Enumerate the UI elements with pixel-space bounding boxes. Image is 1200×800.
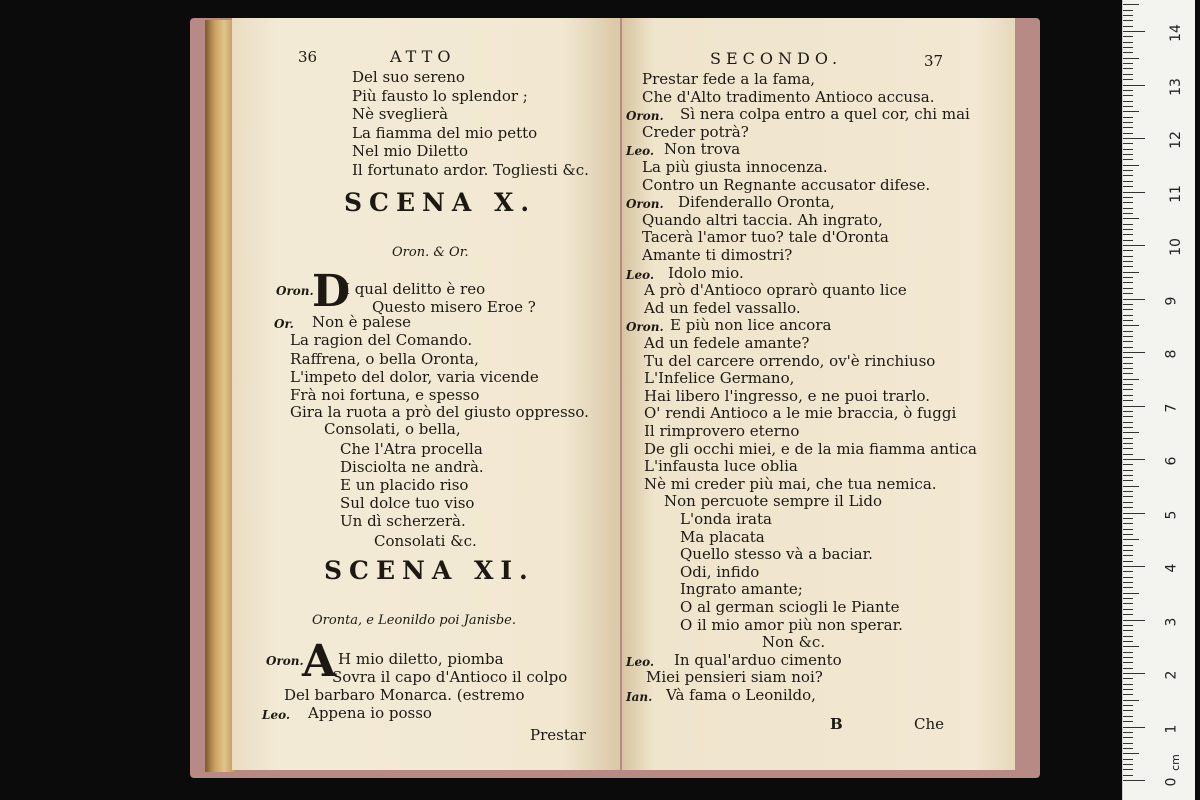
speaker-label: Oron. <box>626 197 664 212</box>
left-page <box>232 18 620 770</box>
ruler-tick <box>1123 165 1139 166</box>
ruler-tick <box>1123 357 1133 358</box>
ruler-tick <box>1123 368 1133 369</box>
speaker-label: Oron. <box>626 320 664 335</box>
ruler-tick <box>1123 192 1145 193</box>
ruler-tick <box>1123 341 1133 342</box>
ruler-tick <box>1123 625 1133 626</box>
ruler-tick <box>1123 379 1139 380</box>
ruler-tick <box>1123 646 1139 647</box>
speaker-label: Leo. <box>626 144 655 159</box>
dialogue-line: Nè mi creder più mai, che tua nemica. <box>644 474 937 493</box>
ruler-tick <box>1123 673 1145 674</box>
ruler-tick <box>1123 95 1133 96</box>
dialogue-line: Non &c. <box>762 633 826 652</box>
dialogue-line: Del barbaro Monarca. (estremo <box>284 686 525 704</box>
ruler-tick <box>1123 518 1133 519</box>
dialogue-line: O il mio amor più non sperar. <box>680 615 903 634</box>
ruler-tick <box>1123 293 1133 294</box>
dialogue-line: Ad un fedel vassallo. <box>644 298 801 317</box>
dialogue-line: O al german sciogli le Piante <box>680 598 900 616</box>
ruler-tick <box>1123 545 1133 546</box>
scene-title: SCENA X. <box>344 188 537 217</box>
ruler-tick <box>1123 694 1133 695</box>
verse-line: Il fortunato ardor. Togliesti &c. <box>352 160 589 179</box>
ruler-tick <box>1123 224 1133 225</box>
verse-line: Più fausto lo splendor ; <box>352 86 528 105</box>
page-number-right: 37 <box>924 52 944 70</box>
ruler-tick <box>1123 261 1133 262</box>
ruler-number: 8 <box>1163 349 1180 359</box>
ruler-tick <box>1123 373 1133 374</box>
ruler-tick <box>1123 427 1133 428</box>
speaker-label: Or. <box>274 317 294 331</box>
dialogue-line: Ma placata <box>680 527 765 546</box>
dialogue-line: H mio diletto, piomba <box>338 650 504 668</box>
ruler-tick <box>1123 769 1133 770</box>
ruler-tick <box>1123 448 1133 449</box>
ruler-tick <box>1123 170 1133 171</box>
speaker-label: Oron. <box>626 109 664 124</box>
ruler-tick <box>1123 641 1133 642</box>
speaker-label: Oron. <box>266 654 304 668</box>
ruler-tick <box>1123 363 1133 364</box>
ruler-tick <box>1123 748 1133 749</box>
right-page <box>622 18 1015 770</box>
ruler-tick <box>1123 20 1133 21</box>
speaker-label: Leo. <box>626 267 655 282</box>
ruler-tick <box>1123 143 1133 144</box>
ruler-tick <box>1123 26 1133 27</box>
ruler-number: 5 <box>1163 510 1180 519</box>
dialogue-line: Tacerà l'amor tuo? tale d'Oronta <box>642 228 889 247</box>
scene-characters: Oronta, e Leonildo poi Janisbe. <box>312 613 517 628</box>
ruler-tick <box>1123 416 1133 417</box>
ruler-tick <box>1123 58 1139 59</box>
dialogue-line: Sovra il capo d'Antioco il colpo <box>332 668 568 686</box>
ruler-tick <box>1123 480 1133 481</box>
ruler-tick <box>1123 464 1133 465</box>
ruler-tick <box>1123 534 1133 535</box>
ruler-tick <box>1123 10 1133 11</box>
ruler-tick <box>1123 593 1139 594</box>
ruler-tick <box>1123 764 1133 765</box>
dialogue-line: Disciolta ne andrà. <box>340 458 484 476</box>
ruler-number: 14 <box>1167 24 1184 42</box>
running-head-left: ATTO <box>390 47 456 66</box>
ruler-tick <box>1123 507 1133 508</box>
dialogue-line: Hai libero l'ingresso, e ne puoi trarlo. <box>644 386 931 405</box>
dialogue-line: Idolo mio. <box>668 263 744 282</box>
scene-characters: Oron. & Or. <box>392 245 469 260</box>
ruler-tick <box>1123 620 1145 621</box>
ruler-tick <box>1123 459 1145 460</box>
ruler-tick <box>1123 31 1145 32</box>
ruler-tick <box>1123 4 1139 5</box>
dialogue-line: Quello stesso và a baciar. <box>680 545 873 564</box>
dialogue-line: Sul dolce tuo viso <box>340 494 475 512</box>
dialogue-line: Creder potrà? <box>642 122 749 141</box>
dialogue-line: L'impeto del dolor, varia vicende <box>290 368 539 386</box>
ruler-tick <box>1123 149 1133 150</box>
dialogue-line: Il rimprovero eterno <box>644 422 800 440</box>
ruler-number: 9 <box>1163 296 1180 305</box>
dialogue-line: Consolati, o bella, <box>324 420 461 438</box>
ruler-tick <box>1123 577 1133 578</box>
ruler-tick <box>1123 36 1133 37</box>
ruler-tick <box>1123 710 1133 711</box>
ruler-tick <box>1123 122 1133 123</box>
dialogue-line: Questo misero Eroe ? <box>372 298 536 316</box>
measuring-ruler <box>1122 0 1195 800</box>
ruler-tick <box>1123 550 1133 551</box>
dialogue-line: Ingrato amante; <box>680 580 803 599</box>
ruler-number: 4 <box>1163 563 1180 573</box>
ruler-tick <box>1123 523 1133 524</box>
verse-line: La fiamma del mio petto <box>352 123 538 142</box>
dialogue-line: Ad un fedele amante? <box>644 334 810 352</box>
ruler-tick <box>1123 181 1133 182</box>
dialogue-line: Frà noi fortuna, e spesso <box>290 386 480 404</box>
dialogue-line: I qual delitto è reo <box>344 280 486 298</box>
ruler-tick <box>1123 668 1133 669</box>
ruler-tick <box>1123 657 1133 658</box>
ruler-tick <box>1123 47 1133 48</box>
ruler-tick <box>1123 127 1133 128</box>
ruler-tick <box>1123 491 1133 492</box>
ruler-tick <box>1123 411 1133 412</box>
ruler-tick <box>1123 700 1139 701</box>
ruler-tick <box>1123 678 1133 679</box>
ruler-tick <box>1123 662 1133 663</box>
ruler-tick <box>1123 609 1133 610</box>
ruler-tick <box>1123 513 1145 514</box>
ruler-tick <box>1123 213 1133 214</box>
dialogue-line: A prò d'Antioco oprarò quanto lice <box>644 281 907 300</box>
dialogue-line: E più non lice ancora <box>670 316 832 335</box>
signature-mark: B <box>830 715 843 733</box>
ruler-tick <box>1123 652 1133 653</box>
dialogue-line: Non è palese <box>312 313 412 331</box>
verse-line: Del suo sereno <box>352 68 465 86</box>
ruler-tick <box>1123 245 1145 246</box>
drop-cap: D <box>312 266 351 317</box>
dialogue-line: Amante ti dimostri? <box>642 246 793 264</box>
ruler-number: 12 <box>1167 131 1184 149</box>
dialogue-line: Che l'Atra procella <box>340 440 483 458</box>
ruler-tick <box>1123 320 1133 321</box>
ruler-tick <box>1123 315 1133 316</box>
ruler-tick <box>1123 614 1133 615</box>
ruler-tick <box>1123 443 1133 444</box>
ruler-number: 10 <box>1167 238 1184 256</box>
scene-title: SCENA XI. <box>324 556 535 585</box>
ruler-tick <box>1123 202 1133 203</box>
ruler-number: 2 <box>1163 670 1180 680</box>
ruler-tick <box>1123 256 1133 257</box>
ruler-tick <box>1123 288 1133 289</box>
ruler-number: 7 <box>1163 403 1180 412</box>
ruler-number: 3 <box>1163 617 1180 626</box>
ruler-tick <box>1123 15 1133 16</box>
ruler-tick <box>1123 175 1133 176</box>
verse-line: Nel mio Diletto <box>352 142 468 160</box>
ruler-tick <box>1123 250 1133 251</box>
ruler-tick <box>1123 603 1133 604</box>
dialogue-line: Non trova <box>664 140 741 159</box>
dialogue-line: In qual'arduo cimento <box>674 650 842 669</box>
ruler-tick <box>1123 486 1139 487</box>
ruler-tick <box>1123 240 1133 241</box>
ruler-tick <box>1123 454 1133 455</box>
ruler-tick <box>1123 229 1133 230</box>
ruler-tick <box>1123 352 1145 353</box>
dialogue-line: Consolati &c. <box>374 532 477 550</box>
dialogue-line: L'Infelice Germano, <box>644 369 795 388</box>
ruler-tick <box>1123 636 1133 637</box>
ruler-tick <box>1123 561 1133 562</box>
dialogue-line: Che d'Alto tradimento Antioco accusa. <box>642 87 935 106</box>
ruler-tick <box>1123 159 1133 160</box>
catchword-right: Che <box>914 715 945 733</box>
dialogue-line: La ragion del Comando. <box>290 331 473 349</box>
ruler-tick <box>1123 689 1133 690</box>
ruler-tick <box>1123 208 1133 209</box>
ruler-tick <box>1123 90 1133 91</box>
ruler-tick <box>1123 74 1133 75</box>
dialogue-line: Non percuote sempre il Lido <box>664 492 882 511</box>
catchword-left: Prestar <box>530 726 586 744</box>
ruler-tick <box>1123 389 1133 390</box>
dialogue-line: E un placido riso <box>340 476 469 494</box>
ruler-tick <box>1123 684 1133 685</box>
dialogue-line: Difenderallo Oronta, <box>678 193 835 212</box>
dialogue-line: Prestar fede a la fama, <box>642 70 816 88</box>
ruler-tick <box>1123 775 1133 776</box>
ruler-tick <box>1123 85 1145 86</box>
ruler-tick <box>1123 716 1133 717</box>
ruler-tick <box>1123 732 1133 733</box>
dialogue-line: Miei pensieri siam noi? <box>646 668 823 687</box>
ruler-tick <box>1123 111 1139 112</box>
speaker-label: Oron. <box>276 284 314 298</box>
ruler-tick <box>1123 68 1133 69</box>
ruler-number: 13 <box>1167 77 1184 96</box>
ruler-tick <box>1123 384 1133 385</box>
ruler-tick <box>1123 234 1133 235</box>
verse-line: Nè sveglierà <box>352 105 449 123</box>
ruler-tick <box>1123 282 1133 283</box>
ruler-tick <box>1123 186 1133 187</box>
ruler-tick <box>1123 470 1133 471</box>
ruler-number: 11 <box>1167 184 1184 203</box>
ruler-unit: cm <box>1168 754 1182 771</box>
ruler-tick <box>1123 309 1133 310</box>
dialogue-line: La più giusta innocenza. <box>642 158 828 176</box>
dialogue-line: Odi, infido <box>680 562 760 581</box>
ruler-tick <box>1123 438 1133 439</box>
ruler-tick <box>1123 138 1145 139</box>
dialogue-line: Contro un Regnante accusator difese. <box>642 175 931 194</box>
dialogue-line: Gira la ruota a prò del giusto oppresso. <box>290 403 589 421</box>
ruler-tick <box>1123 566 1145 567</box>
ruler-tick <box>1123 422 1133 423</box>
dialogue-line: Sì nera colpa entro a quel cor, chi mai <box>680 105 970 124</box>
ruler-tick <box>1123 743 1133 744</box>
ruler-tick <box>1123 432 1139 433</box>
ruler-tick <box>1123 555 1133 556</box>
running-head-right: SECONDO. <box>710 49 843 68</box>
ruler-tick <box>1123 299 1145 300</box>
ruler-tick <box>1123 325 1139 326</box>
ruler-tick <box>1123 721 1133 722</box>
ruler-tick <box>1123 496 1133 497</box>
ruler-tick <box>1123 406 1145 407</box>
ruler-number: 1 <box>1163 724 1180 733</box>
ruler-tick <box>1123 336 1133 337</box>
ruler-tick <box>1123 266 1133 267</box>
speaker-label: Leo. <box>626 654 655 669</box>
page-number-left: 36 <box>298 48 318 66</box>
speaker-label: Ian. <box>626 690 653 704</box>
ruler-tick <box>1123 79 1133 80</box>
ruler-tick <box>1123 737 1133 738</box>
ruler-tick <box>1123 42 1133 43</box>
ruler-tick <box>1123 272 1139 273</box>
ruler-tick <box>1123 347 1133 348</box>
ruler-tick <box>1123 277 1133 278</box>
dialogue-line: Raffrena, o bella Oronta, <box>290 350 479 368</box>
ruler-tick <box>1123 753 1139 754</box>
dialogue-line: Tu del carcere orrendo, ov'è rinchiuso <box>644 351 936 370</box>
dialogue-line: L'onda irata <box>680 510 772 528</box>
dialogue-line: L'infausta luce oblia <box>644 457 798 476</box>
ruler-tick <box>1123 727 1145 728</box>
ruler-tick <box>1123 101 1133 102</box>
ruler-tick <box>1123 780 1145 781</box>
ruler-tick <box>1123 571 1133 572</box>
ruler-number: 6 <box>1163 456 1180 466</box>
ruler-tick <box>1123 705 1133 706</box>
dialogue-line: Quando altri taccia. Ah ingrato, <box>642 210 883 229</box>
ruler-tick <box>1123 154 1133 155</box>
ruler-number: 0 <box>1163 777 1180 787</box>
ruler-tick <box>1123 630 1133 631</box>
ruler-tick <box>1123 218 1139 219</box>
dialogue-line: Và fama o Leonildo, <box>666 686 816 704</box>
ruler-tick <box>1123 133 1133 134</box>
ruler-tick <box>1123 304 1133 305</box>
ruler-tick <box>1123 400 1133 401</box>
ruler-tick <box>1123 106 1133 107</box>
ruler-tick <box>1123 63 1133 64</box>
ruler-tick <box>1123 475 1133 476</box>
dialogue-line: O' rendi Antioco a le mie braccia, ò fuggi <box>644 404 957 423</box>
ruler-tick <box>1123 582 1133 583</box>
ruler-tick <box>1123 197 1133 198</box>
ruler-tick <box>1123 598 1133 599</box>
ruler-tick <box>1123 331 1133 332</box>
drop-cap: A <box>302 636 337 687</box>
ruler-tick <box>1123 587 1133 588</box>
ruler-tick <box>1123 52 1133 53</box>
ruler-tick <box>1123 539 1139 540</box>
ruler-tick <box>1123 117 1133 118</box>
dialogue-line: Un dì scherzerà. <box>340 512 466 530</box>
speaker-label: Leo. <box>262 708 291 722</box>
dialogue-line: De gli occhi miei, e de la mia fiamma antica <box>644 439 977 458</box>
ruler-tick <box>1123 395 1133 396</box>
ruler-tick <box>1123 529 1133 530</box>
dialogue-line: Appena io posso <box>308 704 432 722</box>
ruler-tick <box>1123 502 1133 503</box>
ruler-tick <box>1123 759 1133 760</box>
